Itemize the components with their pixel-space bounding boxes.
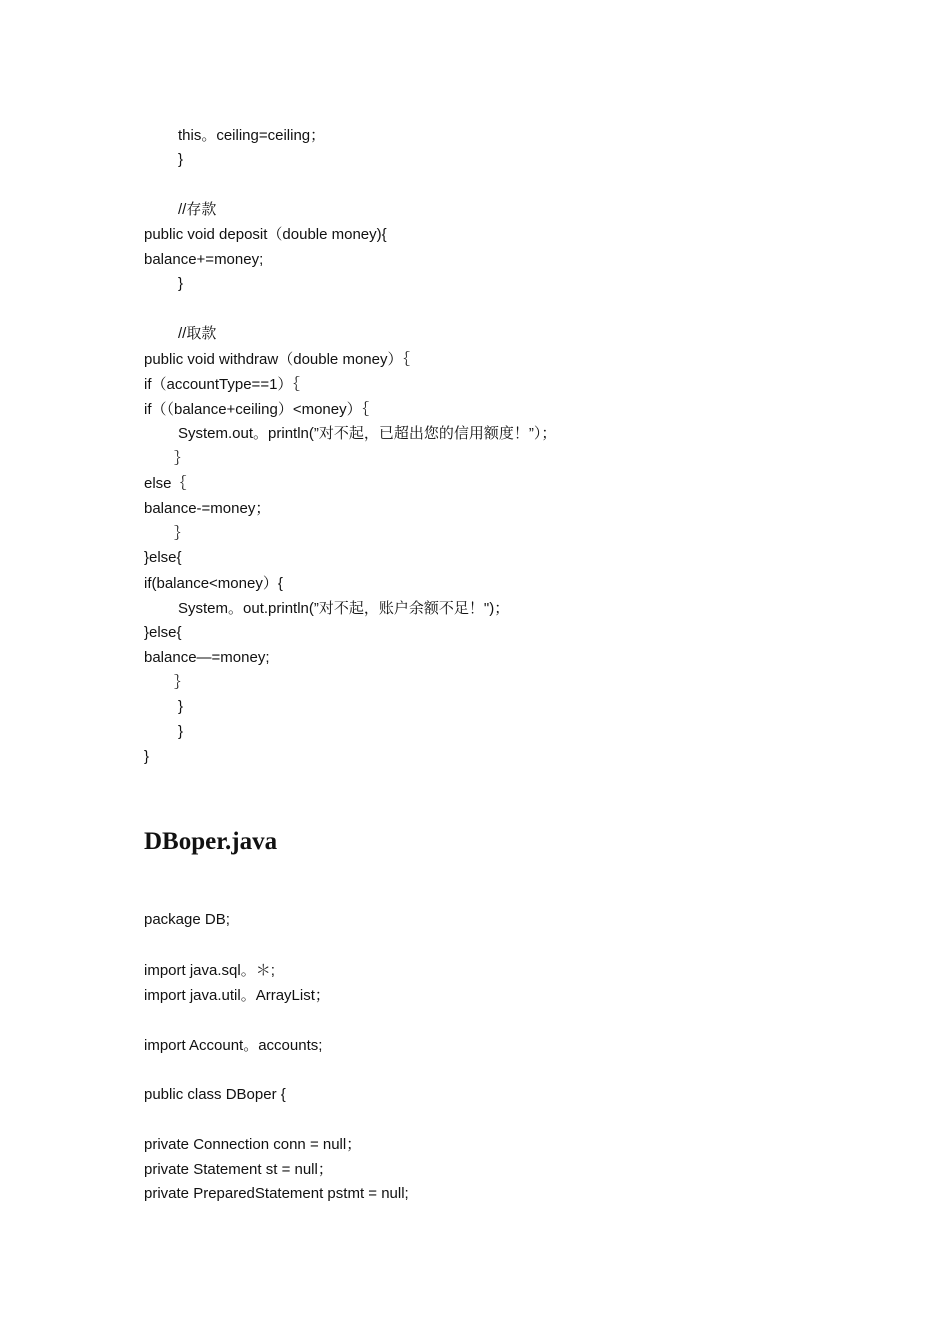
- code-line: import java.util。ArrayList；: [144, 987, 330, 1004]
- code-line: System.out。println(”对不起，已超出您的信用额度！”）；: [178, 425, 557, 442]
- code-line: }else{: [144, 624, 182, 641]
- code-line: this。ceiling=ceiling；: [178, 127, 326, 144]
- code-line: }else{: [144, 549, 182, 566]
- code-line: private PreparedStatement pstmt = null;: [144, 1185, 409, 1202]
- code-line: }: [178, 151, 184, 168]
- code-line: ｝: [174, 525, 190, 542]
- code-line: public void deposit（double money){: [144, 226, 387, 243]
- code-line: ｝: [174, 450, 190, 467]
- code-line: ｝: [174, 674, 190, 691]
- section-heading: DBoper.java: [144, 828, 278, 855]
- code-line: package DB;: [144, 911, 230, 928]
- code-line: public void withdraw（double money）｛: [144, 351, 410, 368]
- code-line: if(balance<money）{: [144, 575, 283, 592]
- code-line: else｛: [144, 475, 187, 492]
- code-line: import Account。accounts;: [144, 1037, 323, 1054]
- code-line: public class DBoper {: [144, 1086, 286, 1103]
- code-line: System。out.println(”对不起，账户余额不足！")；: [178, 600, 510, 617]
- code-comment: //存款: [178, 201, 217, 218]
- code-line: if（（balance+ceiling）<money）｛: [144, 401, 370, 418]
- code-line: balance-=money；: [144, 500, 271, 517]
- code-line: }: [178, 698, 184, 715]
- code-line: private Statement st = null；: [144, 1161, 333, 1178]
- code-line: }: [144, 748, 150, 765]
- code-line: balance+=money;: [144, 251, 264, 268]
- code-line: import java.sql。＊;: [144, 962, 275, 979]
- code-comment: //取款: [178, 325, 217, 342]
- code-line: balance—=money;: [144, 649, 270, 666]
- code-line: }: [178, 275, 184, 292]
- code-line: }: [178, 723, 184, 740]
- code-line: if（accountType==1）｛: [144, 376, 300, 393]
- code-line: private Connection conn = null；: [144, 1136, 362, 1153]
